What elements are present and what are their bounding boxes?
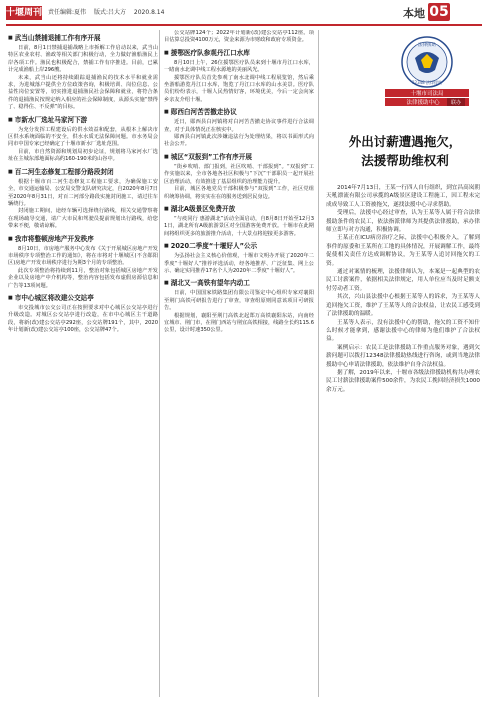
news-paragraph: 封闭施工期间，途经车辆可选择绕行路线，相关交通警察将在现场疏导交通，请广大市民和驾驶员提前规划出行路线，给您带来不便，敬请谅解。: [8, 208, 158, 230]
news-headline: ■ 城区“双报到”工作有序开展: [164, 153, 314, 162]
news-headline: ■ 援鄂医疗队参观丹江口水库: [164, 49, 314, 58]
newspaper-logo: 十堰周刊: [6, 8, 43, 18]
article-paragraph: 通过对案情的梳理，法援律师认为，本案是一起典型的农民工讨薪案件，依据相关法律规定，用人单位应当及时足额支付劳动者工资。: [326, 269, 480, 292]
article-paragraph: 王某正在ICU病房治疗之际，法援中心积极介入，了解到事件的原委和王某所在工地的具体情况，开展调解工作，最终促使相关责任方达成调解协议，为王某等人追讨回拖欠的工资。: [326, 235, 480, 267]
feature-article: [326, 184, 480, 697]
news-paragraph: 为弘扬社会主义核心价值观，十堰市文明办开展了2020年二季度“十堰好人”推荐评选活动，经各地推荐、广泛征集、网上公示、确定实同推荐17名个人为2020年二季度“十堰好人”。: [164, 253, 314, 274]
news-paragraph: 日前，中国国家铁路集团有限公司鉴定中心组织专家对襄阳至荆门高铁可研报告进行了审查，审查组原则同意该项目可研报告。: [164, 290, 314, 312]
editor-credit: 责任编辑:夏伟: [48, 9, 87, 16]
news-headline: ■ 湖北A级景区免费开放: [164, 205, 314, 214]
article-paragraph: 王某等人表示，没有法援中心的帮助，拖欠的工资不知什么时候才能拿到，感谢法援中心的律师为他们维护了合法权益。: [326, 319, 480, 343]
header-meta: [48, 7, 170, 16]
article-paragraph: 2014年7月13日，王某一行四人自行组织，到宜昌高岚朝天吼漂流有限公司承揽的A级景区建设工程施工，因工程未完成成导致工人工资被拖欠，遂找法援中心寻求帮助。: [326, 185, 480, 208]
news-paragraph: 援鄂医疗队员首先参观了南水北调中线工程展览馆，然后乘坐游船游览丹江口水库，饱览了丹江口水库的山水美景。医疗队员们纷纷表示，十堰人民热情好客，环境优美，今后一定会向家乡亲友介绍十堰。: [164, 74, 314, 103]
news-headline: ■ 百二河生态修复工程部分路段封闭: [8, 168, 158, 177]
news-paragraph: 郧西县白河镇此次涉嫌违法行为处理结果，将以书面形式向社会公开。: [164, 134, 314, 148]
article-paragraph: 案例启示：农民工是法律援助工作重点服务对象，遇到欠薪问题可以拨打12348法律援助热线进行咨询，或到当地法律援助中心申请法律援助，依法维护自身合法权益。: [326, 344, 480, 368]
page-header: [0, 0, 488, 28]
news-paragraph: 近日，郧西县白河镇将对白河苦苦撤走协议事件进行合法调查，对于具体情况正在核实中。: [164, 119, 314, 133]
news-headline: ■ 武当山禁捕退捕工作有序开展: [8, 34, 158, 43]
news-headline: ■ 郧西白河苦苦撤走协议: [164, 108, 314, 117]
news-paragraph: 8月10日上午，26位援鄂医疗队员来到十堰市丹江口水库，一睹南水北调中线工程水源地的美丽风光。: [164, 59, 314, 74]
news-paragraph: 公交站牌124个；2022年计划新(改)建公交站亭112座。项目估算总投资4100万元，资金来源为市财政和政府专项资金。: [164, 30, 314, 44]
emblem-sub-text: 12348 法律援助: [412, 80, 442, 85]
article-paragraph: 其次，兴山县法援中心根据王某等人的诉求，为王某等人追回拖欠工资，维护了王某等人的合法权益，让农民工感受到了法律援助的温暖。: [326, 294, 480, 318]
article-paragraph: 据了解，2019年以来，十堰市各级法律援助机构共办理农民工讨薪法律援助案件500余件，为农民工挽回经济损失1000余万元。: [326, 369, 480, 393]
section-name: 本地: [403, 7, 425, 20]
news-paragraph: “与疫同行 惠游湖北”活动全面启动，自8月8日开始至12月31日，湖北所有A级旅游景区对全国游客免费开放。十堰市在此期间将组织更多的旅游推介活动，十大景点将迎接更多游客。: [164, 215, 314, 237]
news-paragraph: 根据十堰市百二河生态修复工程施工要求，为确保施工安全，市交通运输局、公安局交警支队研究决定，自2020年8月7日至2020年8月31日，对百二河部分路段实施封闭施工，请过往车辆绕行。: [8, 178, 158, 207]
news-column-2: [164, 30, 314, 697]
news-paragraph: 根据规划，襄阳至荆门高铁北起郑万高铁襄阳东站，向南经宜城市、荆门市，在荆门西站与荆宜高铁相接，线路全长约115.6公里，设计时速350公里。: [164, 312, 314, 334]
emblem-banner-2: 法律援助中心: [406, 100, 440, 106]
legal-aid-emblem: [377, 34, 477, 116]
news-paragraph: 为充分发挥工程建设后的供水效益和配套，从根本上解决市区供水系统面临的不安全，供水水质无法保障问题。市水务局会同市中国专家已经确定了十堰市新水厂选址范围。: [8, 126, 158, 148]
news-headline: ■ 湖北又一高铁有望年内动工: [164, 279, 314, 288]
news-paragraph: 此次专项整治将持续到11月，整治对象包括城区房地产开发企业以及房地产中介机构等，整治内容包括发布虚假房源信息和广告等13项问题。: [8, 267, 158, 289]
news-headline: ■ 市中心城区将改建公交站亭: [8, 294, 158, 303]
news-paragraph: 目前，市自然资源和规划局初步论证，规划将马家河水厂选址在主城东部地面标高约160-190米的山谷中。: [8, 148, 158, 163]
emblem-top-text: 法律援助: [418, 43, 436, 48]
news-paragraph: 未来，武当山还将持续跟踪退捕渔民的技术水平和就业需求，为进城落户提供全方位政策咨询，积极培训、岗位信息、公益性岗位安置等，切实推进退捕渔民社会保障和就业，将符合条件的退捕渔民按规定纳入相应的社会保障制度，从源头实施“禁得了、稳得住、不反弹”的目标。: [8, 74, 158, 111]
header-rule: [6, 24, 482, 26]
column-divider: [159, 30, 160, 697]
page-number: 05: [429, 4, 449, 20]
news-paragraph: 8月10日，市房地产服务中心发布《关于开展城区房地产开发市场秩序专项整治工作的通知》，将在市将对十堰城区(不含郧阳区)房地产开发市场秩序进行为期3个月的专项整治。: [8, 245, 158, 267]
news-paragraph: “街乡吹哨、部门报到，社区吹哨、干部报到”。“双报到”工作实施以来，全市各地各社区积极与“下沉”干部职员一起开展社区治理活动，有效推进了基层组织的治理能力提升。: [164, 163, 314, 185]
issue-date: 2020.8.14: [133, 9, 165, 16]
emblem-tag: 联办: [450, 100, 462, 106]
article-paragraph: 受理后，法援中心经过审查，认为王某等人属于符合法律援助条件的农民工，依法指派律师为其提供法律援助，承办律师立即与对方沟通，积极协调。: [326, 210, 480, 234]
news-paragraph: 市交投城市公交公司正在按照要求对中心城区公交站亭进行升级改造。对城区公交站亭进行改造，在市中心城区主干道路段，将新(改)建公交站亭292座，公交站牌191个，其中，2020年计划新(改)建公交站亭100座，公交站牌47个。: [8, 304, 158, 334]
feature-title: [330, 132, 480, 170]
feature-title-line-1: 外出讨薪遭遇拖欠，: [348, 134, 462, 149]
emblem-banner-1: 十堰市司法局: [410, 91, 444, 97]
designer-credit: 版式:吕大方: [93, 9, 126, 16]
news-headline: ■ 我市将整顿房地产开发秩序: [8, 235, 158, 244]
news-paragraph: 目前，城区各地党员干部积极参与“双报到”工作，社区党组织统筹协调，将实实在在的服务送到居民身边。: [164, 186, 314, 200]
feature-title-line-2: 法援帮助维权利: [361, 153, 449, 168]
news-paragraph: 日前，8月1日禁捕退捕战略上市拆解工作启动以来，武当山特区农业农村、渔政等相关部门积极行动，全力做好渔船渔民上岸各项工作。渔民也积极配合，禁捕工作有序推进。目前，已累计完成渔船上岸296艘。: [8, 45, 158, 74]
news-headline: ■ 2020二季度“十堰好人”公示: [164, 242, 314, 251]
news-column-1: [8, 30, 158, 697]
column-divider: [318, 30, 319, 697]
news-headline: ■ 市新水厂选址马家河下游: [8, 116, 158, 125]
